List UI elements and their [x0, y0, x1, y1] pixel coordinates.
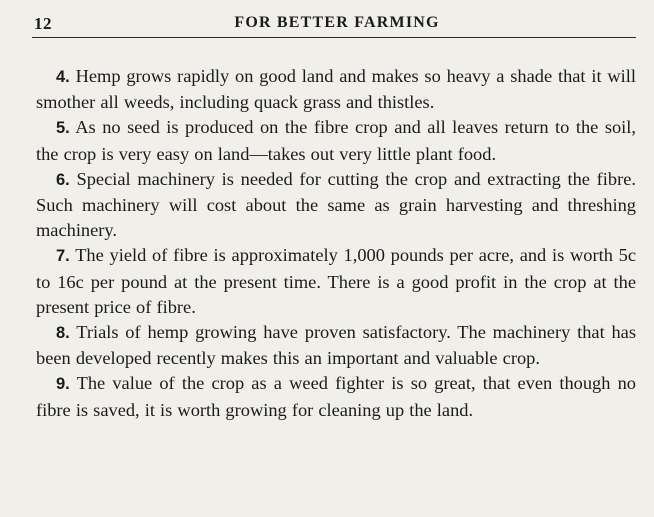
paragraph-text: As no seed is produced on the fibre crop and all leaves return to the soil, the crop is very easy on land—takes out very little plant food.	[36, 117, 636, 164]
paragraph-number: 7.	[56, 247, 70, 266]
paragraph-text: Trials of hemp growing have proven satisfactory. The machinery that has been developed recently makes this an important and valuable crop.	[36, 322, 637, 369]
page-header	[34, 10, 640, 40]
paragraph-9	[36, 371, 636, 422]
paragraph-text: Hemp grows rapidly on good land and makes so heavy a shade that it will smother all weeds, including quack grass and thistles.	[36, 66, 636, 113]
page-number: 12	[34, 14, 52, 33]
paragraph-number: 9.	[56, 375, 70, 394]
paragraph-6	[36, 167, 636, 244]
paragraph-7	[36, 243, 636, 320]
paragraph-number: 5.	[56, 119, 70, 138]
paragraph-4	[36, 64, 636, 115]
paragraph-number: 8.	[56, 324, 70, 343]
running-head-title: FOR BETTER FARMING	[234, 14, 440, 31]
paragraph-text: The value of the crop as a weed fighter is so great, that even though no fibre is saved, it is worth growing for cleaning up the land.	[36, 373, 636, 420]
body-text	[36, 64, 636, 423]
paragraph-5	[36, 115, 636, 166]
paragraph-number: 6.	[56, 170, 70, 189]
paragraph-text: Special machinery is needed for cutting the crop and extracting the fibre. Such machinery will cost about the same as grain harvesting and threshing machinery.	[36, 168, 636, 241]
paragraph-text: The yield of fibre is approximately 1,000 pounds per acre, and is worth 5c to 16c per pound at the present time. There is a good profit in the crop at the present price of fibre.	[36, 245, 637, 317]
paragraph-number: 4.	[56, 68, 70, 86]
header-rule	[32, 37, 636, 38]
paragraph-8	[36, 320, 636, 371]
